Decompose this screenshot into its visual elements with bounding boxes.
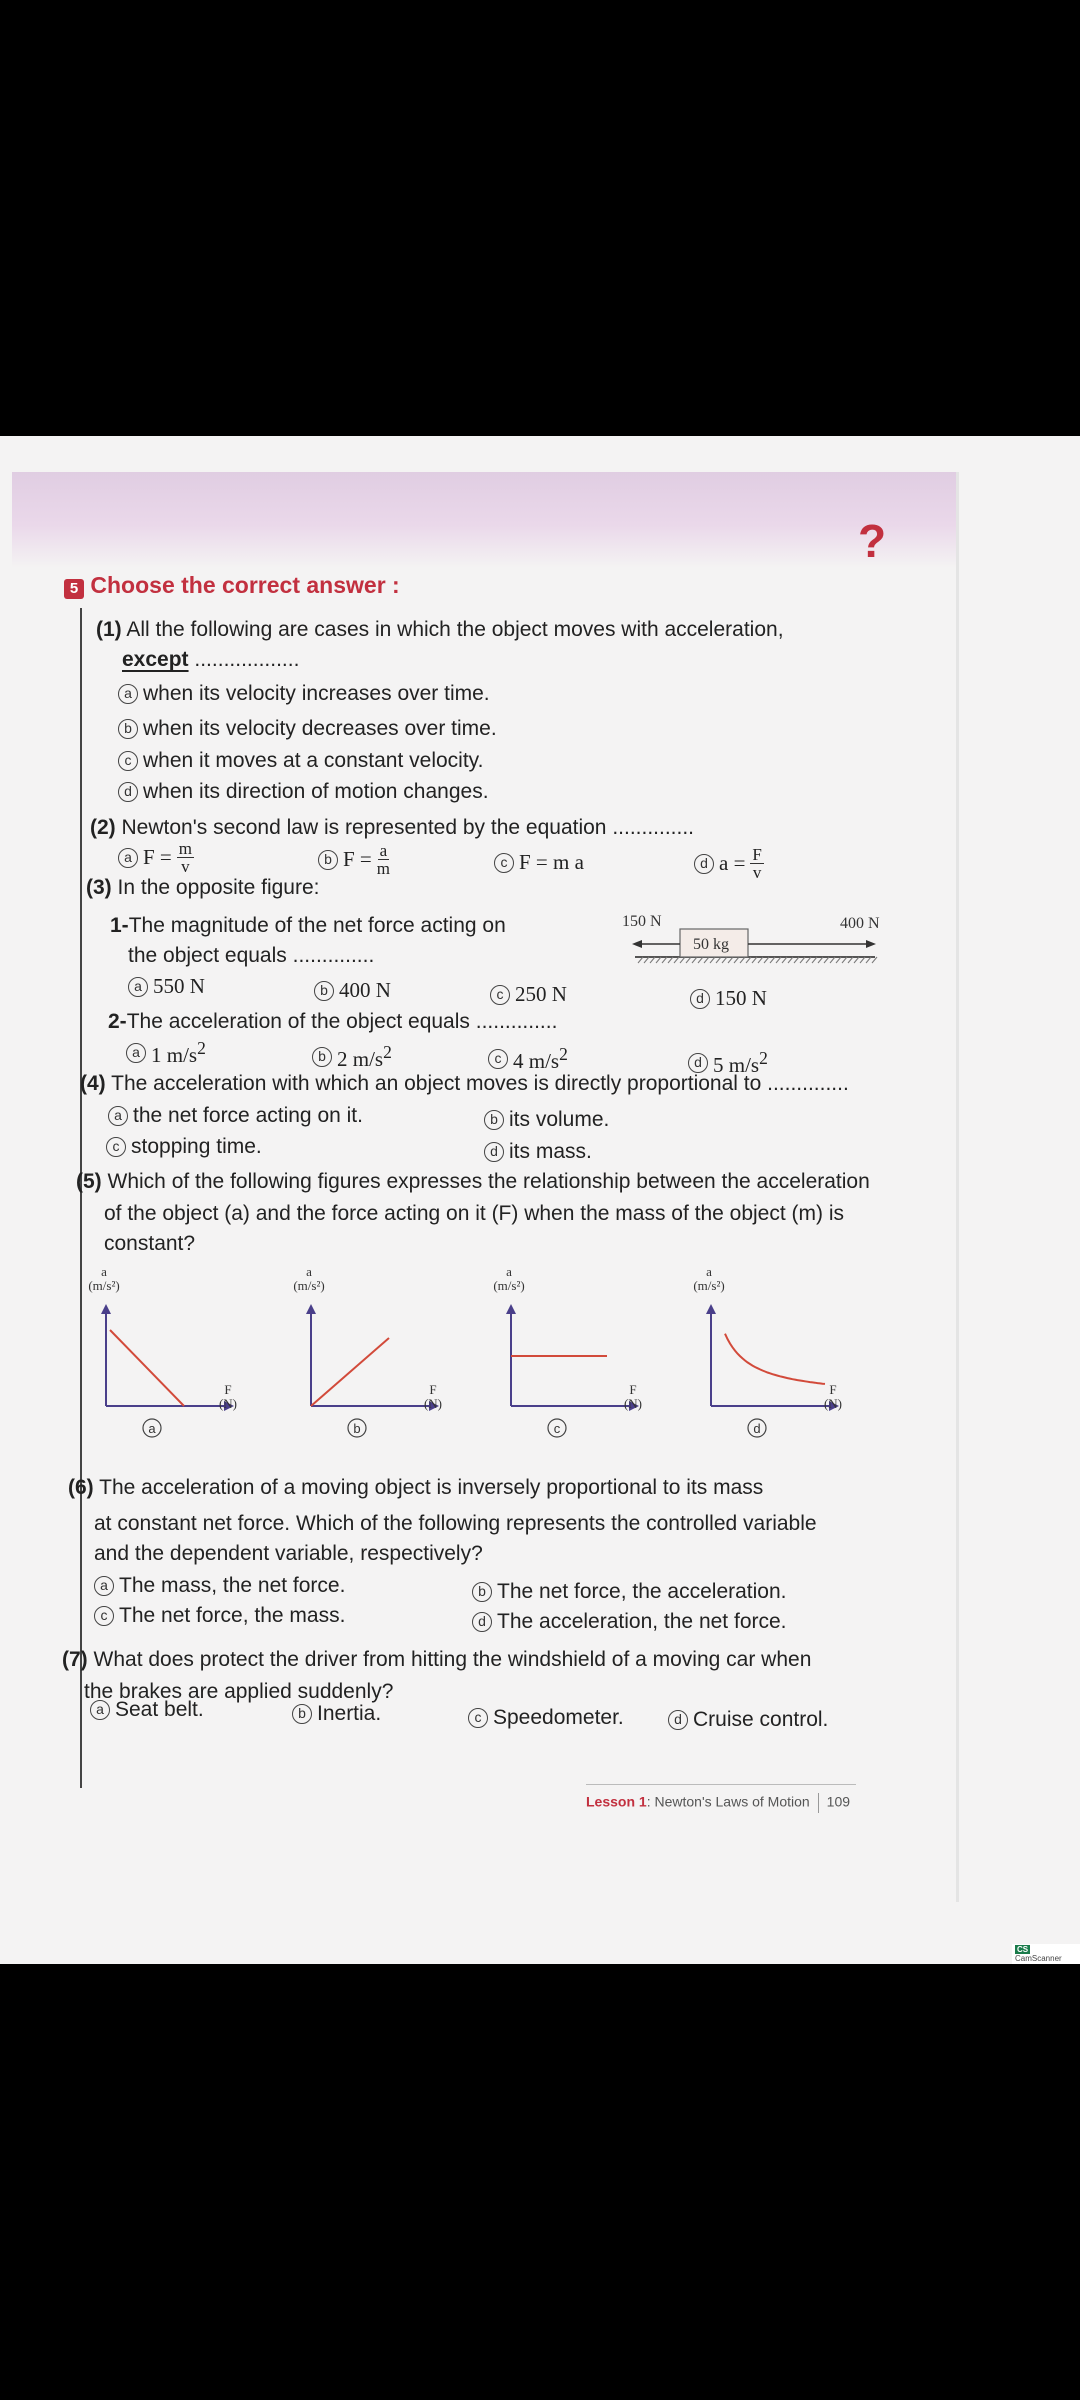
q6-stem: The acceleration of a moving object is inversely proportional to its mass — [99, 1476, 764, 1499]
q6-option-c[interactable] — [94, 1604, 345, 1628]
y-arrowhead-icon — [706, 1304, 716, 1314]
q3-sub1-number: 1- — [110, 914, 129, 937]
option-letter: d — [484, 1142, 504, 1162]
mass-label: 50 kg — [693, 936, 729, 953]
footer-rule — [586, 1784, 856, 1785]
q6-option-b[interactable] — [472, 1580, 787, 1604]
y-axis-unit: (m/s²) — [293, 1278, 325, 1293]
q1-option-a[interactable] — [118, 682, 490, 706]
q7-option-a[interactable] — [90, 1698, 204, 1722]
q4-number: (4) — [80, 1072, 106, 1095]
q7-option-b[interactable] — [292, 1702, 381, 1726]
q2-text — [90, 816, 694, 840]
scanner-name: CamScanner — [1015, 1954, 1062, 1963]
section-title — [64, 572, 400, 599]
option-text: 4 m/s — [513, 1049, 560, 1073]
option-superscript: 2 — [383, 1042, 392, 1062]
graph-letter: a — [148, 1421, 156, 1436]
x-axis-unit: (N) — [823, 1396, 843, 1411]
fraction-numerator: a — [379, 841, 388, 860]
fraction — [177, 840, 194, 875]
option-text: 400 N — [339, 978, 391, 1002]
q5-stem: Which of the following figures expresses the relationship between the acceleration — [107, 1170, 870, 1193]
option-letter: a — [126, 1043, 146, 1063]
q3-sub1-option-a[interactable] — [128, 974, 205, 999]
footer — [586, 1793, 850, 1813]
option-text: 250 N — [515, 982, 567, 1006]
fraction-denominator: v — [181, 857, 190, 876]
graph-letter: d — [753, 1421, 761, 1436]
q2-option-b[interactable] — [318, 842, 390, 877]
option-letter: c — [106, 1137, 126, 1157]
option-text: Speedometer. — [493, 1706, 624, 1729]
option-text: its mass. — [509, 1140, 592, 1163]
q5-line1 — [76, 1170, 870, 1194]
fraction — [377, 842, 390, 877]
option-text: 150 N — [715, 986, 767, 1010]
q6-line3: and the dependent variable, respectively? — [94, 1542, 483, 1565]
fraction-numerator: m — [178, 839, 193, 858]
option-letter: a — [94, 1576, 114, 1596]
option-letter: d — [118, 782, 138, 802]
x-axis-unit: (N) — [423, 1396, 443, 1411]
option-letter: a — [90, 1700, 110, 1720]
option-text: when it moves at a constant velocity. — [143, 749, 484, 772]
option-text: Seat belt. — [115, 1698, 204, 1721]
q6-option-d[interactable] — [472, 1610, 787, 1634]
option-text: The net force, the acceleration. — [497, 1580, 787, 1603]
option-letter: c — [118, 751, 138, 771]
section-number-badge: 5 — [64, 579, 84, 599]
option-letter: d — [668, 1710, 688, 1730]
q3-sub2-text — [108, 1010, 557, 1034]
option-superscript: 2 — [197, 1038, 206, 1058]
force-figure — [620, 914, 890, 974]
q3-sub1-option-b[interactable] — [314, 978, 391, 1003]
q1-except: except — [122, 648, 189, 671]
q7-option-d[interactable] — [668, 1708, 828, 1732]
q3-sub2-stem: The acceleration of the object equals .............. — [126, 1010, 558, 1033]
y-axis-label: a — [506, 1266, 512, 1279]
option-text: when its direction of motion changes. — [143, 780, 489, 803]
option-letter: d — [688, 1053, 708, 1073]
x-axis-label: F — [224, 1382, 232, 1397]
option-letter: b — [314, 981, 334, 1001]
q1-option-c[interactable] — [118, 749, 483, 773]
footer-lesson: Lesson 1 — [586, 1793, 647, 1810]
graph-letter: c — [553, 1421, 561, 1436]
option-letter: c — [490, 985, 510, 1005]
q6-line2: at constant net force. Which of the following represents the controlled variable — [94, 1512, 817, 1535]
graph-letter: b — [353, 1421, 361, 1436]
left-force-label: 150 N — [622, 914, 662, 930]
option-letter: a — [118, 848, 138, 868]
left-rule — [80, 608, 82, 1788]
option-text: 550 N — [153, 974, 205, 998]
q3-sub1-line2: the object equals .............. — [128, 944, 375, 967]
q7-stem: What does protect the driver from hitting the windshield of a moving car when — [93, 1648, 812, 1671]
option-letter: c — [494, 853, 514, 873]
option-letter: d — [472, 1612, 492, 1632]
option-letter: b — [484, 1110, 504, 1130]
fraction — [750, 846, 763, 881]
y-axis-label: a — [706, 1266, 712, 1279]
q2-option-d[interactable] — [694, 846, 764, 881]
q4-option-d[interactable] — [484, 1140, 592, 1164]
q3-stem: In the opposite figure: — [117, 876, 320, 899]
option-letter: d — [690, 989, 710, 1009]
x-axis-unit: (N) — [218, 1396, 238, 1411]
fraction-denominator: v — [752, 863, 762, 882]
q2-option-c[interactable] — [494, 850, 584, 875]
y-axis-unit: (m/s²) — [693, 1278, 725, 1293]
q3-sub1-option-d[interactable] — [690, 986, 767, 1011]
q3-text — [86, 876, 320, 900]
q1-text — [96, 618, 784, 642]
worksheet-page — [0, 436, 1080, 1964]
q2-stem: Newton's second law is represented by the equation .............. — [121, 816, 695, 839]
option-lhs: F = — [343, 847, 372, 871]
option-text: its volume. — [509, 1108, 610, 1131]
q6-option-a[interactable] — [94, 1574, 345, 1598]
option-letter: a — [128, 977, 148, 997]
q7-option-c[interactable] — [468, 1706, 624, 1730]
graph-curve — [725, 1334, 825, 1384]
option-text: Cruise control. — [693, 1708, 829, 1731]
option-text: the net force acting on it. — [133, 1104, 363, 1127]
option-letter: b — [318, 850, 338, 870]
q4-option-c[interactable] — [106, 1135, 262, 1159]
q5-graphs — [80, 1266, 880, 1446]
q6-line1 — [68, 1476, 763, 1500]
y-arrowhead-icon — [101, 1304, 111, 1314]
q1-option-d[interactable] — [118, 780, 489, 804]
q3-sub2-option-c[interactable] — [488, 1044, 568, 1074]
option-text: F = m a — [519, 850, 584, 874]
option-lhs: a = — [719, 851, 746, 875]
footer-title: : Newton's Laws of Motion — [646, 1793, 810, 1810]
option-letter: b — [312, 1047, 332, 1067]
y-axis-label: a — [101, 1266, 107, 1279]
x-axis-unit: (N) — [623, 1396, 643, 1411]
option-letter: b — [292, 1704, 312, 1724]
y-arrowhead-icon — [506, 1304, 516, 1314]
fraction-denominator: m — [376, 859, 391, 878]
q1-number: (1) — [96, 618, 122, 641]
question-mark-icon: ? — [858, 515, 887, 567]
q4-option-a[interactable] — [108, 1104, 363, 1128]
option-text: 5 m/s — [713, 1053, 760, 1077]
option-letter: c — [468, 1708, 488, 1728]
y-axis-unit: (m/s²) — [493, 1278, 525, 1293]
q3-sub1-option-c[interactable] — [490, 982, 567, 1007]
q3-number: (3) — [86, 876, 112, 899]
q3-sub2-option-b[interactable] — [312, 1042, 392, 1072]
option-lhs: F = — [143, 845, 172, 869]
graph-b — [293, 1266, 442, 1437]
section-title-text: Choose the correct answer : — [90, 572, 400, 598]
option-text: The acceleration, the net force. — [497, 1610, 787, 1633]
graph-curve — [110, 1330, 184, 1406]
scanner-watermark — [1012, 1944, 1080, 1964]
option-text: 1 m/s — [151, 1043, 198, 1067]
q4-text — [80, 1072, 849, 1096]
option-superscript: 2 — [559, 1044, 568, 1064]
option-letter: a — [118, 684, 138, 704]
option-letter: c — [94, 1606, 114, 1626]
option-superscript: 2 — [759, 1048, 768, 1068]
q6-number: (6) — [68, 1476, 94, 1499]
option-text: The net force, the mass. — [119, 1604, 346, 1627]
q5-line2: of the object (a) and the force acting on it (F) when the mass of the object (m) is — [104, 1202, 845, 1225]
graph-curve — [311, 1338, 389, 1406]
q5-line3: constant? — [104, 1232, 196, 1255]
q2-option-a[interactable] — [118, 840, 194, 875]
q4-option-b[interactable] — [484, 1108, 609, 1132]
graph-a — [88, 1266, 237, 1437]
option-text: Inertia. — [317, 1702, 382, 1725]
page-number: 109 — [826, 1793, 851, 1810]
q7-line1 — [62, 1648, 811, 1672]
graph-c — [493, 1266, 642, 1437]
y-arrowhead-icon — [306, 1304, 316, 1314]
right-arrowhead-icon — [866, 940, 876, 948]
left-arrowhead-icon — [632, 940, 642, 948]
right-force-label: 400 N — [840, 915, 880, 932]
q2-number: (2) — [90, 816, 116, 839]
q1-option-b[interactable] — [118, 717, 497, 741]
q4-stem: The acceleration with which an object moves is directly proportional to .............. — [111, 1072, 849, 1095]
footer-divider — [818, 1793, 819, 1813]
q1-blank: .................. — [194, 648, 300, 671]
fraction-numerator: F — [752, 845, 762, 864]
y-axis-label: a — [306, 1266, 312, 1279]
option-text: stopping time. — [131, 1135, 262, 1158]
graph-d — [693, 1266, 842, 1437]
q1-stem: All the following are cases in which the object moves with acceleration, — [126, 618, 784, 641]
y-axis-unit: (m/s²) — [88, 1278, 120, 1293]
option-letter: d — [694, 854, 714, 874]
q5-number: (5) — [76, 1170, 102, 1193]
option-text: when its velocity decreases over time. — [143, 717, 497, 740]
option-letter: c — [488, 1049, 508, 1069]
q3-sub2-number: 2- — [108, 1010, 127, 1033]
option-text: 2 m/s — [337, 1047, 384, 1071]
q7-number: (7) — [62, 1648, 88, 1671]
option-text: The mass, the net force. — [119, 1574, 346, 1597]
x-axis-label: F — [429, 1382, 437, 1397]
q1-except-line — [122, 648, 299, 672]
q3-sub1-stem: The magnitude of the net force acting on — [128, 914, 506, 937]
option-text: when its velocity increases over time. — [143, 682, 490, 705]
scanner-logo: CS — [1017, 1945, 1029, 1954]
q7-line2: the brakes are applied suddenly? — [84, 1680, 394, 1703]
option-letter: a — [108, 1106, 128, 1126]
option-letter: b — [118, 719, 138, 739]
option-letter: b — [472, 1582, 492, 1602]
q3-sub1-line1 — [110, 914, 506, 938]
q3-sub2-option-a[interactable] — [126, 1038, 206, 1068]
x-axis-label: F — [829, 1382, 837, 1397]
x-axis-label: F — [629, 1382, 637, 1397]
